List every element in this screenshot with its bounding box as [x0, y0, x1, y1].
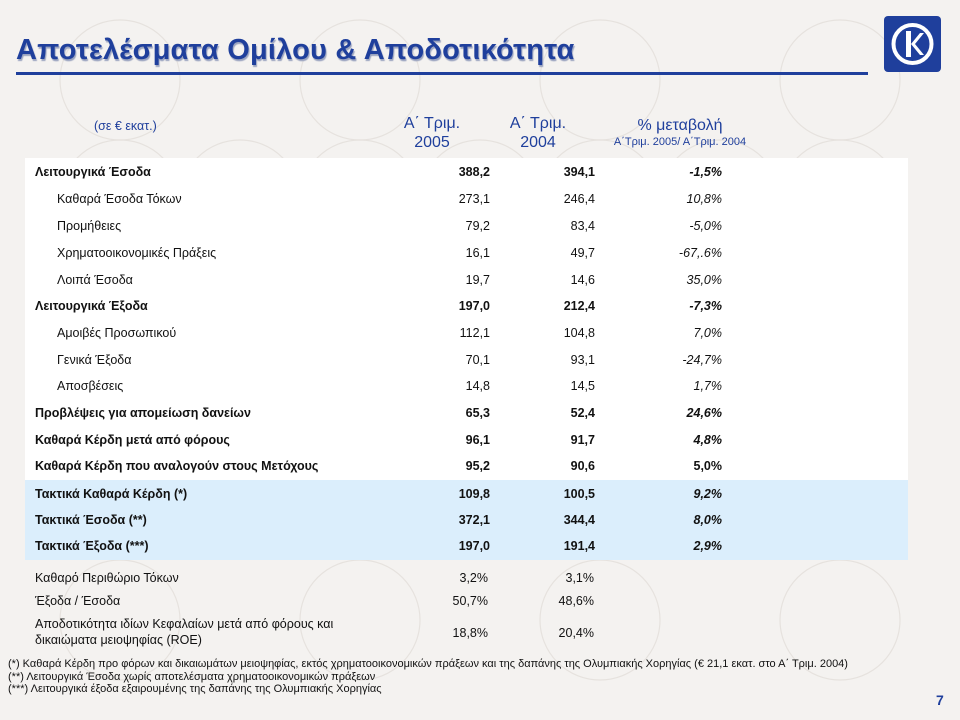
- value-2004: 212,4: [563, 299, 595, 313]
- value-change: -1,5%: [689, 165, 722, 179]
- row-label: Αποσβέσεις: [57, 379, 124, 393]
- value-2004: 90,6: [570, 459, 595, 473]
- ratio-value-2005: 3,2%: [459, 571, 488, 585]
- value-2005: 70,1: [465, 353, 490, 367]
- ratio-value-2004: 20,4%: [558, 626, 594, 640]
- value-2005: 112,1: [459, 326, 490, 340]
- alpha-bank-logo-icon: [884, 16, 941, 72]
- value-change: 5,0%: [693, 459, 722, 473]
- value-change: 1,7%: [693, 379, 722, 393]
- ratio-label-line1: Αποδοτικότητα ιδίων Κεφαλαίων μετά από φόρους και: [35, 617, 334, 631]
- value-2005: 372,1: [458, 513, 490, 527]
- value-change: 2,9%: [693, 539, 722, 553]
- row-label: Γενικά Έξοδα: [57, 353, 132, 367]
- ratio-row: [25, 594, 908, 612]
- value-2004: 394,1: [563, 165, 595, 179]
- table-row: [25, 482, 908, 508]
- table-row: [25, 374, 908, 400]
- results-table-panel: [25, 158, 908, 480]
- column-header-2005-line1: Α΄ Τριμ.: [403, 115, 461, 132]
- table-row: [25, 268, 908, 294]
- column-header-change-sub: Α΄Τριμ. 2005/ Α΄Τριμ. 2004: [613, 136, 747, 148]
- footnote: (***) Λειτουργικά έξοδα εξαιρουμένης της δαπάνης της Ολυμπιακής Χορηγίας: [8, 683, 382, 695]
- value-2005: 197,0: [458, 299, 490, 313]
- value-2004: 344,4: [563, 513, 595, 527]
- ratio-value-2004: 3,1%: [565, 571, 594, 585]
- value-change: 35,0%: [686, 273, 722, 287]
- ratio-label-line2: δικαιώματα μειοψηφίας (ROE): [35, 633, 202, 647]
- page-number: 7: [936, 692, 944, 708]
- row-label: Λοιπά Έσοδα: [57, 273, 133, 287]
- column-header-2005: [392, 114, 472, 152]
- ratio-row: [25, 617, 908, 651]
- row-label: Τακτικά Καθαρά Κέρδη (*): [35, 487, 188, 501]
- value-2005: 65,3: [465, 406, 490, 420]
- row-label: Χρηματοοικονομικές Πράξεις: [57, 246, 217, 260]
- row-label: Καθαρά Έσοδα Τόκων: [57, 192, 182, 206]
- table-row: [25, 321, 908, 347]
- ratio-row: [25, 571, 908, 589]
- value-2005: 95,2: [465, 459, 490, 473]
- row-label: Αμοιβές Προσωπικού: [57, 326, 177, 340]
- value-2005: 273,1: [458, 192, 490, 206]
- value-2005: 109,8: [458, 487, 490, 501]
- table-row: [25, 348, 908, 374]
- row-label: Τακτικά Έξοδα (***): [35, 539, 149, 553]
- value-2004: 14,6: [570, 273, 595, 287]
- page-title: Αποτελέσματα Ομίλου & Αποδοτικότητα: [16, 34, 575, 66]
- value-change: 24,6%: [686, 406, 722, 420]
- table-row: [25, 508, 908, 534]
- row-label: Λειτουργικά Έσοδα: [35, 165, 151, 179]
- ratio-value-2005: 18,8%: [452, 626, 488, 640]
- footnote: (**) Λειτουργικά Έσοδα χωρίς αποτελέσματα χρηματοοικονομικών πράξεων: [8, 670, 376, 683]
- row-label: Καθαρά Κέρδη που αναλογούν στους Μετόχους: [35, 459, 319, 473]
- ratio-value-2005: 50,7%: [452, 594, 488, 608]
- value-2004: 91,7: [570, 433, 595, 447]
- recurring-results-panel: [25, 480, 908, 560]
- title-underline: [16, 72, 868, 75]
- footnote: (*) Καθαρά Κέρδη προ φόρων και δικαιωμάτων μειοψηφίας, εκτός χρηματοοικονομικών πράξεων και της δαπάνης της Ολυμπιακής Χορηγίας (€ 21,1 εκατ. στο Α΄ Τριμ. 2004): [8, 658, 848, 670]
- value-2004: 52,4: [570, 406, 595, 420]
- table-row: [25, 187, 908, 213]
- table-row: [25, 401, 908, 427]
- ratio-label: Καθαρό Περιθώριο Τόκων: [35, 571, 179, 585]
- unit-label: (σε € εκατ.): [94, 119, 157, 133]
- row-label: Λειτουργικά Έξοδα: [35, 299, 148, 313]
- value-2005: 197,0: [458, 539, 490, 553]
- value-2005: 79,2: [465, 219, 490, 233]
- table-row: [25, 160, 908, 186]
- table-row: [25, 214, 908, 240]
- ratio-label: Έξοδα / Έσοδα: [35, 594, 121, 608]
- value-change: 4,8%: [693, 433, 722, 447]
- value-2005: 16,1: [465, 246, 490, 260]
- value-change: -5,0%: [689, 219, 722, 233]
- column-header-2004-line1: Α΄ Τριμ.: [509, 115, 567, 132]
- column-header-2005-line2: 2005: [414, 134, 450, 151]
- table-row: [25, 534, 908, 560]
- value-2005: 388,2: [458, 165, 490, 179]
- row-label: Καθαρά Κέρδη μετά από φόρους: [35, 433, 230, 447]
- value-2004: 93,1: [570, 353, 595, 367]
- table-row: [25, 294, 908, 320]
- value-change: 10,8%: [686, 192, 722, 206]
- value-change: 9,2%: [693, 487, 722, 501]
- value-change: 8,0%: [693, 513, 722, 527]
- value-2004: 14,5: [570, 379, 595, 393]
- value-change: -24,7%: [682, 353, 722, 367]
- value-2005: 19,7: [465, 273, 490, 287]
- value-change: -7,3%: [689, 299, 722, 313]
- row-label: Προμήθειες: [57, 219, 122, 233]
- value-change: -67,.6%: [678, 246, 722, 260]
- table-row: [25, 454, 908, 480]
- row-label: Προβλέψεις για απομείωση δανείων: [35, 406, 251, 420]
- column-header-2004-line2: 2004: [520, 134, 556, 151]
- value-2004: 246,4: [563, 192, 595, 206]
- value-2004: 104,8: [563, 326, 595, 340]
- column-header-2004: [498, 114, 578, 152]
- value-2005: 14,8: [465, 379, 490, 393]
- table-row: [25, 428, 908, 454]
- footnotes: [8, 658, 848, 696]
- value-2004: 191,4: [563, 539, 595, 553]
- value-change: 7,0%: [693, 326, 722, 340]
- column-header-change-line1: % μεταβολή: [637, 117, 723, 134]
- value-2005: 96,1: [465, 433, 490, 447]
- value-2004: 83,4: [570, 219, 595, 233]
- row-label: Τακτικά Έσοδα (**): [35, 513, 147, 527]
- table-row: [25, 241, 908, 267]
- ratio-value-2004: 48,6%: [558, 594, 594, 608]
- value-2004: 100,5: [563, 487, 595, 501]
- value-2004: 49,7: [570, 246, 595, 260]
- column-header-change: [590, 116, 770, 149]
